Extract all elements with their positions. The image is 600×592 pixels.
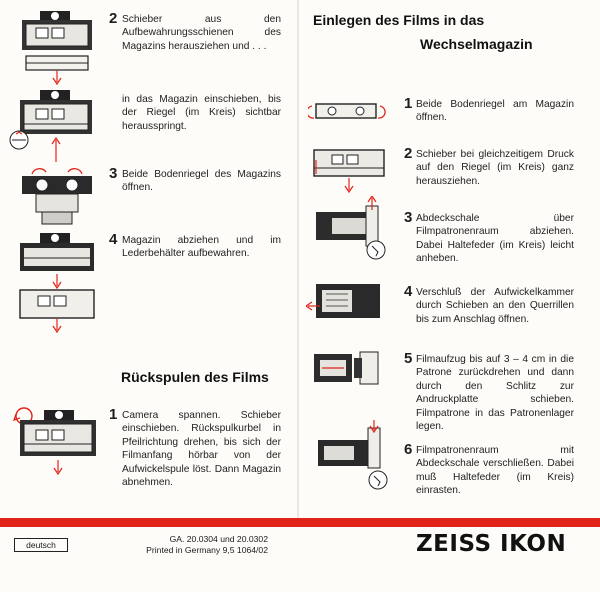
right-step-4: 4 Verschluß der Aufwickelkammer durch Schieben an den Querrillen bis zum Anschlag öffnen.	[404, 283, 574, 325]
print-info	[140, 534, 268, 556]
right-step-3: 3 Abdeckschale über Filmpatronenraum abziehen. Dabei Haltefeder (im Kreis) leicht anheben.	[404, 209, 574, 265]
cartridge-cover-illustration	[306, 196, 390, 262]
camera-slider-inserted-illustration	[6, 88, 102, 166]
brand-logo: ZEISS IKON	[416, 531, 567, 557]
right-step-2: 2 Schieber bei gleichzeitigem Druck auf den Riegel (im Kreis) ganz herausziehen.	[404, 145, 574, 187]
bottom-latches-illustration	[12, 164, 102, 230]
left-step-insert: in das Magazin einschieben, bis der Riegel (im Kreis) sichtbar herausspringt.	[122, 94, 281, 132]
rewind-film-illustration	[6, 404, 102, 478]
title-line-2: Wechselmagazin	[420, 36, 533, 52]
red-accent-bar	[0, 518, 600, 527]
language-label: deutsch	[14, 538, 68, 552]
page-fold	[297, 0, 299, 518]
film-threading-illustration	[306, 348, 390, 392]
print-info-line-2: Printed in Germany 9,5 1064/02	[146, 545, 268, 555]
left-step-3: 3 Beide Bodenriegel des Magazins öffnen.	[109, 165, 281, 194]
right-step-5: 5 Filmaufzug bis auf 3 – 4 cm in die Patrone zurückdrehen und dann durch den Schlitz zur Andruckplatte schieben. Filmpatrone in das Patronenlager legen.	[404, 350, 574, 433]
left-step-2: 2 Schieber aus den Aufbewahrungsschienen des Magazins herausziehen und . . .	[109, 10, 281, 52]
takeup-chamber-illustration	[306, 278, 390, 328]
right-step-1: 1 Beide Bodenriegel am Magazin öffnen.	[404, 95, 574, 124]
right-step-6: 6 Filmpatronenraum mit Abdeckschale verschließen. Dabei muß Haltefeder (im Kreis) einrasten.	[404, 441, 574, 497]
magazine-latches-illustration	[308, 96, 388, 130]
section-title-rewind: Rückspulen des Films	[121, 369, 269, 385]
title-line-1: Einlegen des Films in das	[313, 12, 485, 28]
print-info-line-1: GA. 20.0304 und 20.0302	[169, 534, 268, 544]
close-cartridge-illustration	[306, 420, 390, 492]
rewind-step-1: 1 Camera spannen. Schieber einschieben. Rückspulkurbel in Pfeilrichtung drehen, bis sich der Filmanfang hörbar von der Aufwickelspule löst. Dann Magazin abnehmen.	[109, 406, 281, 489]
remove-slider-illustration	[306, 146, 390, 194]
left-step-4: 4 Magazin abziehen und im Lederbehälter aufbewahren.	[109, 231, 281, 260]
remove-magazine-illustration	[12, 230, 102, 336]
camera-slider-illustration	[12, 8, 102, 88]
